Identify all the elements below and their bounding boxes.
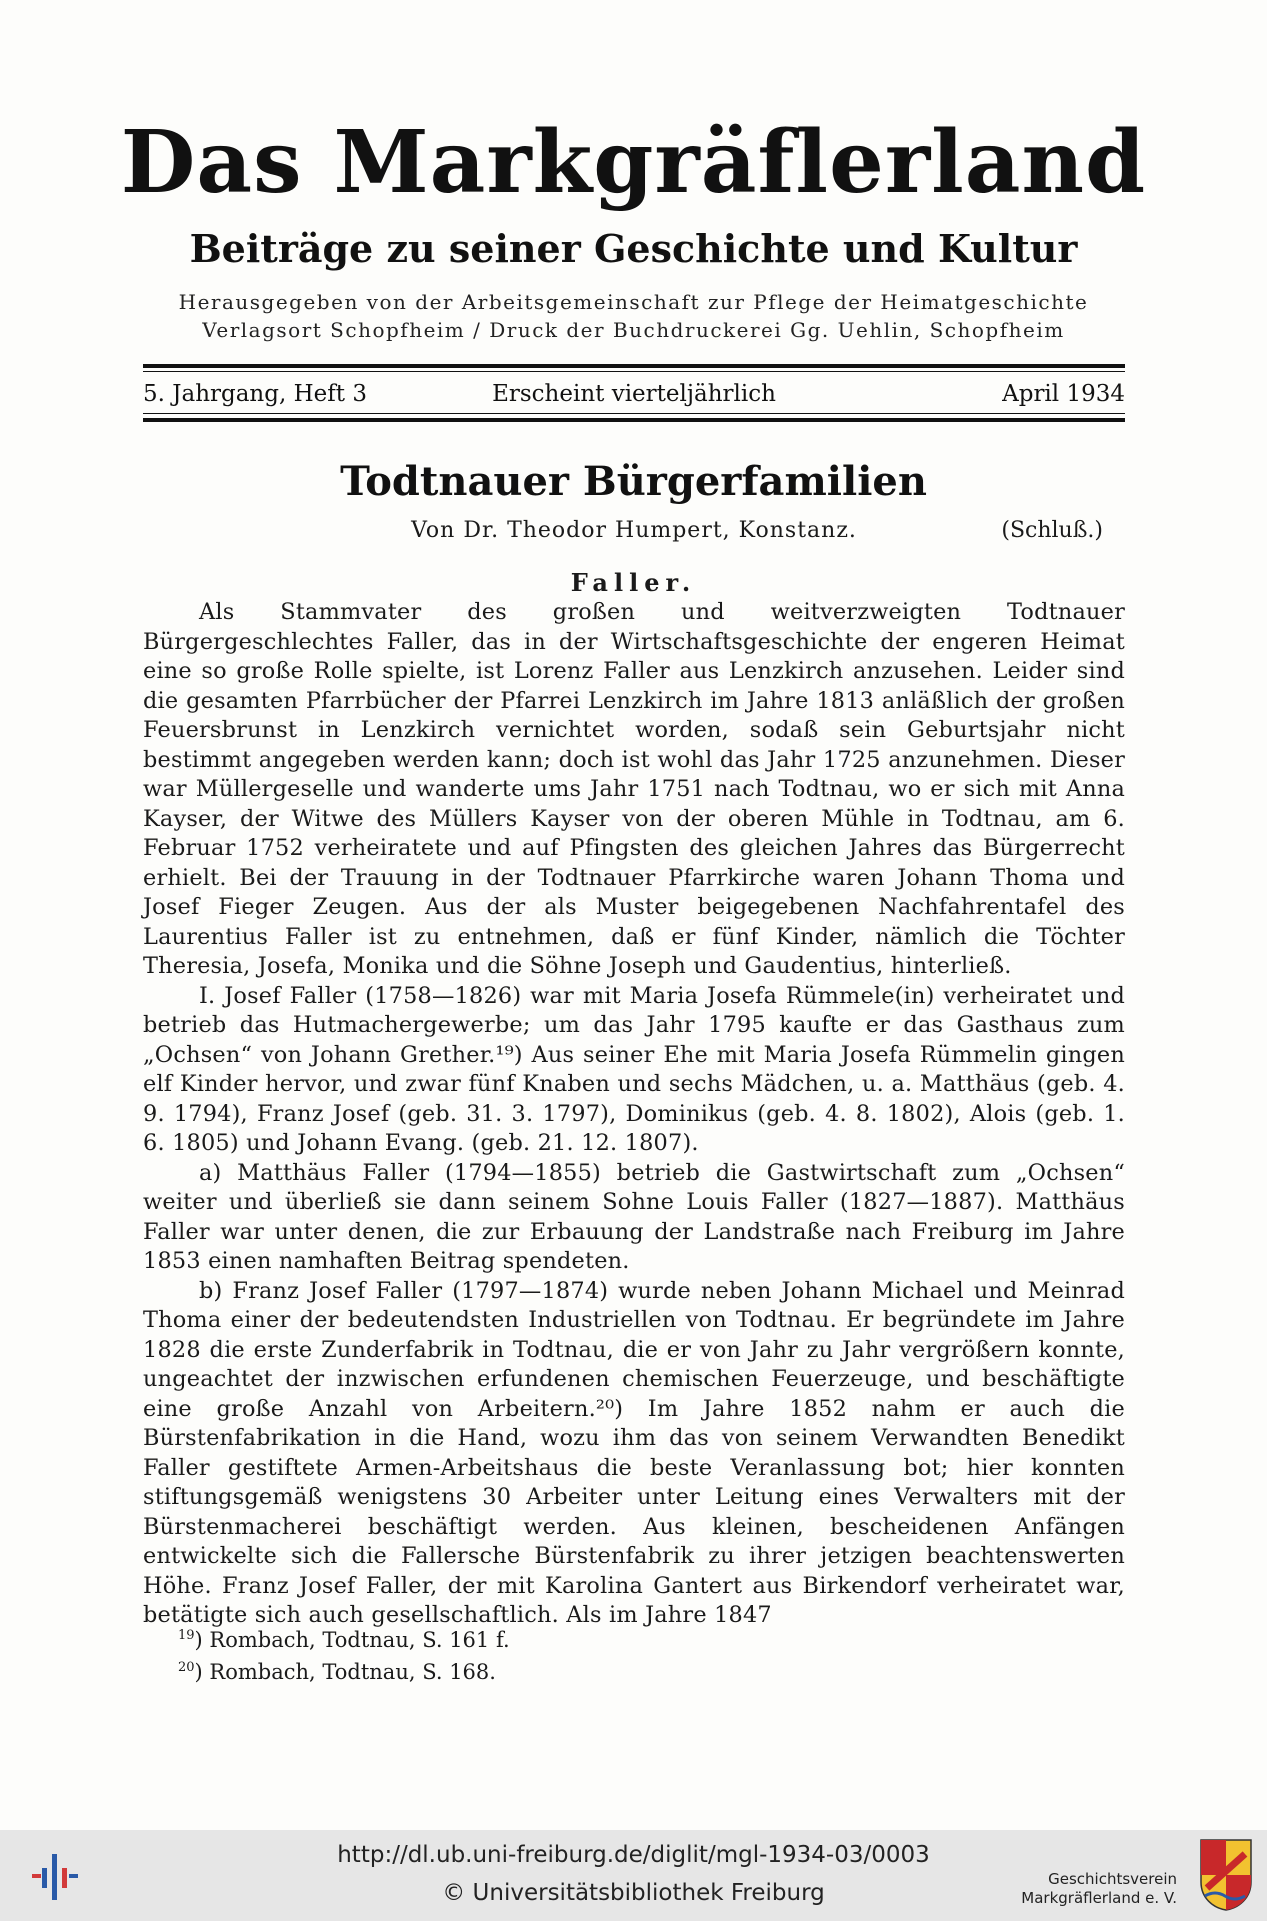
digital-library-footer xyxy=(0,1830,1267,1921)
journal-subtitle: Beiträge zu seiner Geschichte und Kultur xyxy=(189,226,1078,271)
byline-note: (Schluß.) xyxy=(1001,518,1103,543)
section-heading: Faller. xyxy=(570,568,697,597)
article-body xyxy=(143,598,1125,1631)
header-rule-bottom-thin xyxy=(143,413,1125,414)
issue-volume: 5. Jahrgang, Heft 3 xyxy=(143,381,367,407)
issue-frequency: Erscheint vierteljährlich xyxy=(492,381,776,407)
coat-of-arms-icon xyxy=(1199,1838,1253,1912)
footnotes xyxy=(178,1622,1078,1686)
footnote-text: ) Rombach, Todtnau, S. 161 f. xyxy=(194,1628,510,1652)
society-name-line-1: Geschichtsverein xyxy=(1048,1870,1177,1888)
society-name-line-2: Markgräflerland e. V. xyxy=(1021,1889,1177,1907)
copyright-notice: © Universitätsbibliothek Freiburg xyxy=(442,1880,825,1906)
header-rule-bottom xyxy=(143,418,1125,422)
journal-title: Das Markgräflerland xyxy=(120,112,1147,213)
footnote xyxy=(178,1622,1078,1654)
society-name xyxy=(977,1870,1177,1908)
article-title: Todtnauer Bürgerfamilien xyxy=(340,458,927,505)
header-rule-top-thin xyxy=(143,371,1125,372)
publisher-line-1: Herausgegeben von der Arbeitsgemeinschaft zur Pflege der Heimatgeschichte xyxy=(178,290,1089,314)
footnote-text: ) Rombach, Todtnau, S. 168. xyxy=(194,1660,496,1684)
footnote-number: 19 xyxy=(178,1628,195,1643)
header-rule-top xyxy=(143,364,1125,368)
footnote xyxy=(178,1654,1078,1686)
paragraph: Als Stammvater des großen und weitverzweigten Todtnauer Bürgergeschlechtes Faller, das in der Wirtschaftsgeschichte der engeren Heimat eine so große Rolle spielte, ist Lorenz Faller aus Lenzkirch anzusehen. Leider sind die gesamten Pfarrbücher der Pfarrei Lenzkirch im Jahre 1813 anläßlich der großen Feuersbrunst in Lenzkirch vernichtet worden, sodaß sein Geburtsjahr nicht bestimmt angegeben werden kann; doch ist wohl das Jahr 1725 anzunehmen. Dieser war Müllergeselle und wanderte ums Jahr 1751 nach Todtnau, wo er sich mit Anna Kayser, der Witwe des Müllers Kayser von der oberen Mühle in Todtnau, am 6. Februar 1752 verheiratete und auf Pfingsten des gleichen Jahres das Bürgerrecht erhielt. Bei der Trauung in der Todtnauer Pfarrkirche waren Johann Thoma und Josef Fieger Zeugen. Aus der als Muster beigegebenen Nachfahrentafel des Laurentius Faller ist zu entnehmen, daß er fünf Kinder, nämlich die Töchter Theresia, Josefa, Monika und die Söhne Joseph und Gaudentius, hinterließ. xyxy=(143,599,1125,979)
paragraph: a) Matthäus Faller (1794—1855) betrieb die Gastwirtschaft zum „Ochsen“ weiter und überließ sie dann seinem Sohne Louis Faller (1827—1887). Matthäus Faller war unter denen, die zur Erbauung der Landstraße nach Freiburg im Jahre 1853 einen namhaften Beitrag spendeten. xyxy=(143,1159,1125,1274)
issue-date: April 1934 xyxy=(1002,381,1125,407)
byline-author: Von Dr. Theodor Humpert, Konstanz. xyxy=(411,518,857,543)
paragraph: b) Franz Josef Faller (1797—1874) wurde neben Johann Michael und Meinrad Thoma einer der bedeutendsten Industriellen von Todtnau. Er begründete im Jahre 1828 die erste Zunderfabrik in Todtnau, die er von Jahr zu Jahr vergrößern konnte, ungeachtet der inzwischen erfundenen chemischen Feuerzeuge, und beschäftigte eine große Anzahl von Arbeitern.²⁰) Im Jahre 1852 nahm er auch die Bürstenfabrikation in die Hand, wozu ihm das von seinem Verwandten Benedikt Faller gestiftete Armen-Arbeitshaus die beste Veranlassung bot; hier konnten stiftungsgemäß wenigstens 30 Arbeiter unter Leitung eines Verwalters mit der Bürstenmacherei beschäftigt werden. Aus kleinen, bescheidenen Anfängen entwickelte sich die Fallersche Bürstenfabrik zu ihrer jetzigen beachtenswerten Höhe. Franz Josef Faller, der mit Karolina Gantert aus Birkendorf verheiratet war, betätigte sich auch gesellschaftlich. Als im Jahre 1847 xyxy=(143,1277,1125,1628)
permalink-url[interactable]: http://dl.ub.uni-freiburg.de/diglit/mgl-1934-03/0003 xyxy=(337,1842,930,1868)
publisher-line-2: Verlagsort Schopfheim / Druck der Buchdruckerei Gg. Uehlin, Schopfheim xyxy=(202,318,1065,342)
footnote-number: 20 xyxy=(178,1660,195,1675)
paragraph: I. Josef Faller (1758—1826) war mit Maria Josefa Rümmele(in) verheiratet und betrieb das Hutmachergewerbe; um das Jahr 1795 kaufte er das Gasthaus zum „Ochsen“ von Johann Grether.¹⁹) Aus seiner Ehe mit Maria Josefa Rümmelin gingen elf Kinder hervor, und zwar fünf Knaben und sechs Mädchen, u. a. Matthäus (geb. 4. 9. 1794), Franz Josef (geb. 31. 3. 1797), Dominikus (geb. 4. 8. 1802), Alois (geb. 1. 6. 1805) und Johann Evang. (geb. 21. 12. 1807). xyxy=(143,982,1125,1156)
